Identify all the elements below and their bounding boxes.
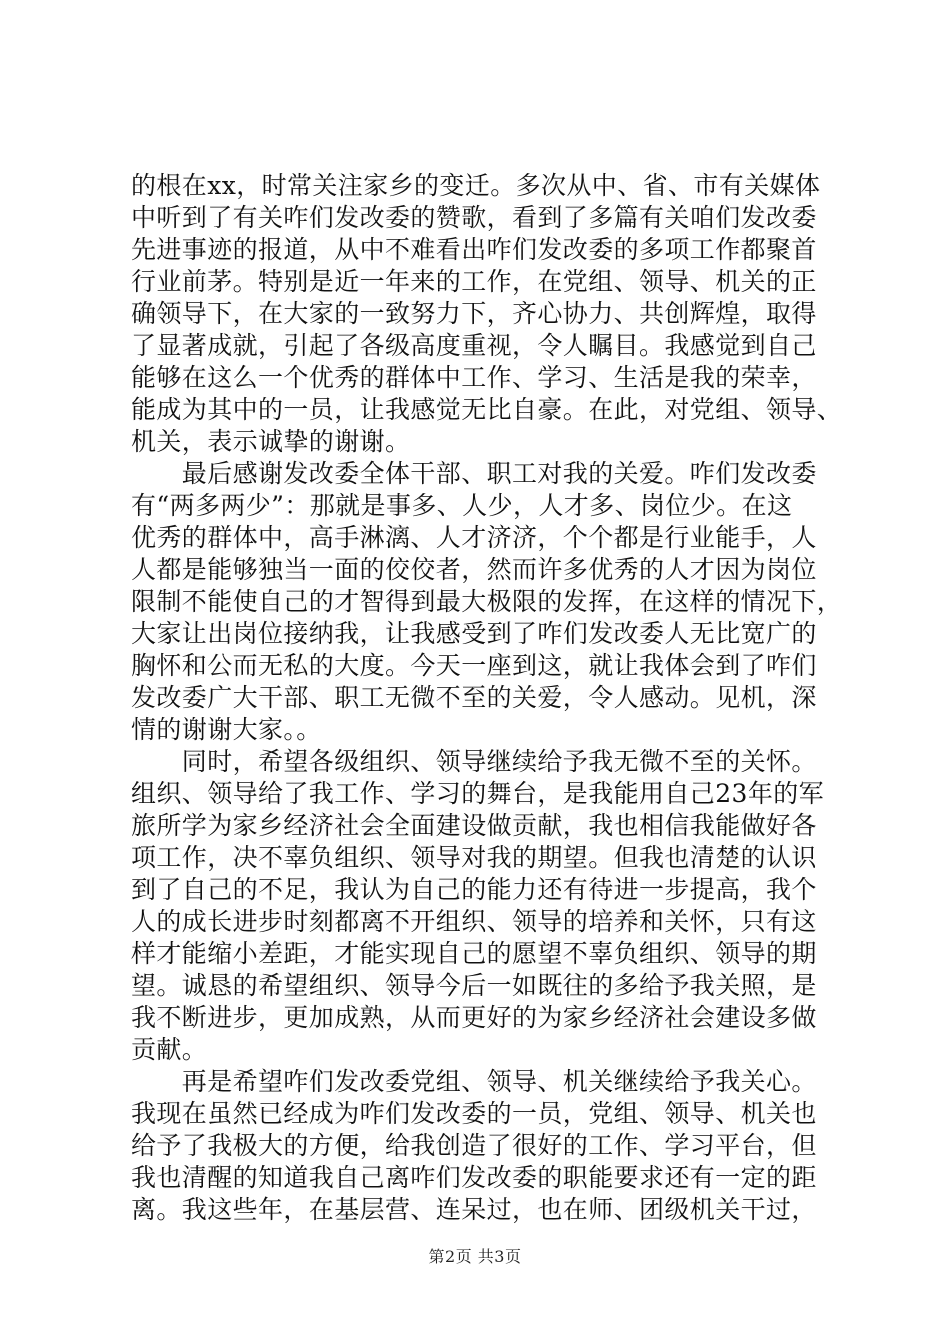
- text-line: 了显著成就，引起了各级高度重视，令人瞩目。我感觉到自己: [131, 331, 817, 360]
- text-line: 项工作，决不辜负组织、领导对我的期望。但我也清楚的认识: [131, 843, 817, 872]
- text-line: 能够在这么一个优秀的群体中工作、学习、生活是我的荣幸，: [131, 363, 817, 392]
- text-line: 大家让出岗位接纳我，让我感受到了咋们发改委人无比宽广的: [131, 619, 817, 648]
- text-line: 限制不能使自己的才智得到最大极限的发挥，在这样的情况下，: [131, 587, 843, 616]
- text-line: 给予了我极大的方便，给我创造了很好的工作、学习平台，但: [131, 1131, 817, 1160]
- text-line: 中听到了有关咋们发改委的赞歌，看到了多篇有关咱们发改委: [131, 203, 817, 232]
- text-line: 我现在虽然已经成为咋们发改委的一员，党组、领导、机关也: [131, 1099, 817, 1128]
- text-line: 望。诚恳的希望组织、领导今后一如既往的多给予我关照，是: [131, 971, 817, 1000]
- text-line: 人都是能够独当一面的佼佼者，然而许多优秀的人才因为岗位: [131, 555, 817, 584]
- text-line: 离。我这些年，在基层营、连呆过，也在师、团级机关干过，: [131, 1195, 817, 1224]
- text-line: 能成为其中的一员，让我感觉无比自豪。在此，对党组、领导、: [131, 395, 843, 424]
- text-line: 再是希望咋们发改委党组、领导、机关继续给予我关心。: [131, 1067, 817, 1096]
- text-line: 旅所学为家乡经济社会全面建设做贡献，我也相信我能做好各: [131, 811, 817, 840]
- text-line: 到了自己的不足，我认为自己的能力还有待进一步提高，我个: [131, 875, 817, 904]
- text-line: 我不断进步，更加成熟，从而更好的为家乡经济社会建设多做: [131, 1003, 817, 1032]
- text-line: 我也清醒的知道我自己离咋们发改委的职能要求还有一定的距: [131, 1163, 817, 1192]
- text-line: 人的成长进步时刻都离不开组织、领导的培养和关怀，只有这: [131, 907, 817, 936]
- text-line: 同时，希望各级组织、领导继续给予我无微不至的关怀。: [131, 747, 817, 776]
- text-line: 先进事迹的报道，从中不难看出咋们发改委的多项工作都聚首: [131, 235, 817, 264]
- text-line: 有“两多两少”：那就是事多、人少，人才多、岗位少。在这: [131, 491, 793, 520]
- text-line: 行业前茅。特别是近一年来的工作，在党组、领导、机关的正: [131, 267, 817, 296]
- text-line: 组织、领导给了我工作、学习的舞台，是我能用自己23年的军: [131, 779, 825, 808]
- text-line: 样才能缩小差距，才能实现自己的愿望不辜负组织、领导的期: [131, 939, 817, 968]
- body-text: [131, 170, 843, 1226]
- text-line: 贡献。: [131, 1035, 208, 1064]
- text-line: 发改委广大干部、职工无微不至的关爱，令人感动。见机，深: [131, 683, 817, 712]
- text-line: 情的谢谢大家。。: [131, 715, 322, 744]
- page-footer: 第2页 共3页: [428, 1247, 522, 1266]
- text-line: 最后感谢发改委全体干部、职工对我的关爱。咋们发改委: [131, 459, 817, 488]
- text-line: 优秀的群体中，高手淋漓、人才济济，个个都是行业能手，人: [131, 523, 817, 552]
- text-line: 胸怀和公而无私的大度。今天一座到这，就让我体会到了咋们: [131, 651, 817, 680]
- text-line: 的根在xx，时常关注家乡的变迁。多次从中、省、市有关媒体: [131, 171, 821, 200]
- text-line: 机关，表示诚挚的谢谢。: [131, 427, 411, 456]
- text-line: 确领导下，在大家的一致努力下，齐心协力、共创辉煌，取得: [131, 299, 817, 328]
